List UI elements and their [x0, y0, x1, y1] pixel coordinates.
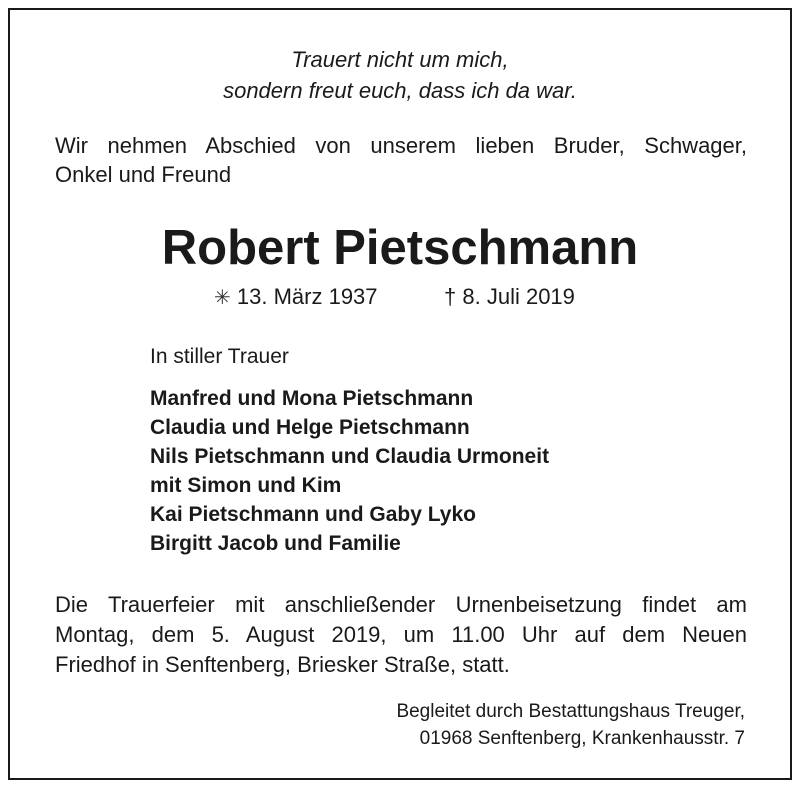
- birth-star-icon: ✳: [214, 287, 231, 309]
- mourner-name: Claudia und Helge Pietschmann: [150, 416, 470, 439]
- funeral-home-info: [396, 698, 745, 752]
- ceremony-text: [55, 590, 747, 680]
- death-cross-icon: †: [444, 284, 457, 309]
- intro-line-2: Onkel und Freund: [55, 162, 232, 187]
- funeral-home-line-2: 01968 Senftenberg, Krankenhausstr. 7: [419, 728, 745, 749]
- death-date-text: 8. Juli 2019: [462, 284, 575, 309]
- mourner-name: Nils Pietschmann und Claudia Urmoneit: [150, 445, 550, 468]
- quote-line-2: sondern freut euch, dass ich da war.: [223, 78, 577, 103]
- mourner-name: Manfred und Mona Pietschmann: [150, 387, 474, 410]
- birth-date: [214, 283, 378, 312]
- mourner-name: mit Simon und Kim: [150, 474, 342, 497]
- birth-date-text: 13. März 1937: [236, 284, 378, 309]
- mourner-name: Birgitt Jacob und Familie: [150, 532, 401, 555]
- intro-line-1: Wir nehmen Abschied von unserem lieben Bruder, Schwager,: [55, 133, 747, 158]
- deceased-name: Robert Pietschmann: [161, 221, 639, 275]
- mourners-list: [150, 384, 549, 558]
- mourning-heading: In stiller Trauer: [150, 345, 289, 368]
- mourner-name: Kai Pietschmann und Gaby Lyko: [150, 503, 476, 526]
- ceremony-line-1: Die Trauerfeier mit anschließender Urnenbeisetzung findet am: [55, 592, 747, 617]
- quote-line-1: Trauert nicht um mich,: [291, 47, 509, 72]
- ceremony-line-3: Friedhof in Senftenberg, Briesker Straße, statt.: [55, 652, 510, 677]
- ceremony-line-2: Montag, dem 5. August 2019, um 11.00 Uhr auf dem Neuen: [55, 622, 747, 647]
- funeral-home-line-1: Begleitet durch Bestattungshaus Treuger,: [396, 701, 745, 722]
- death-date: [444, 283, 575, 311]
